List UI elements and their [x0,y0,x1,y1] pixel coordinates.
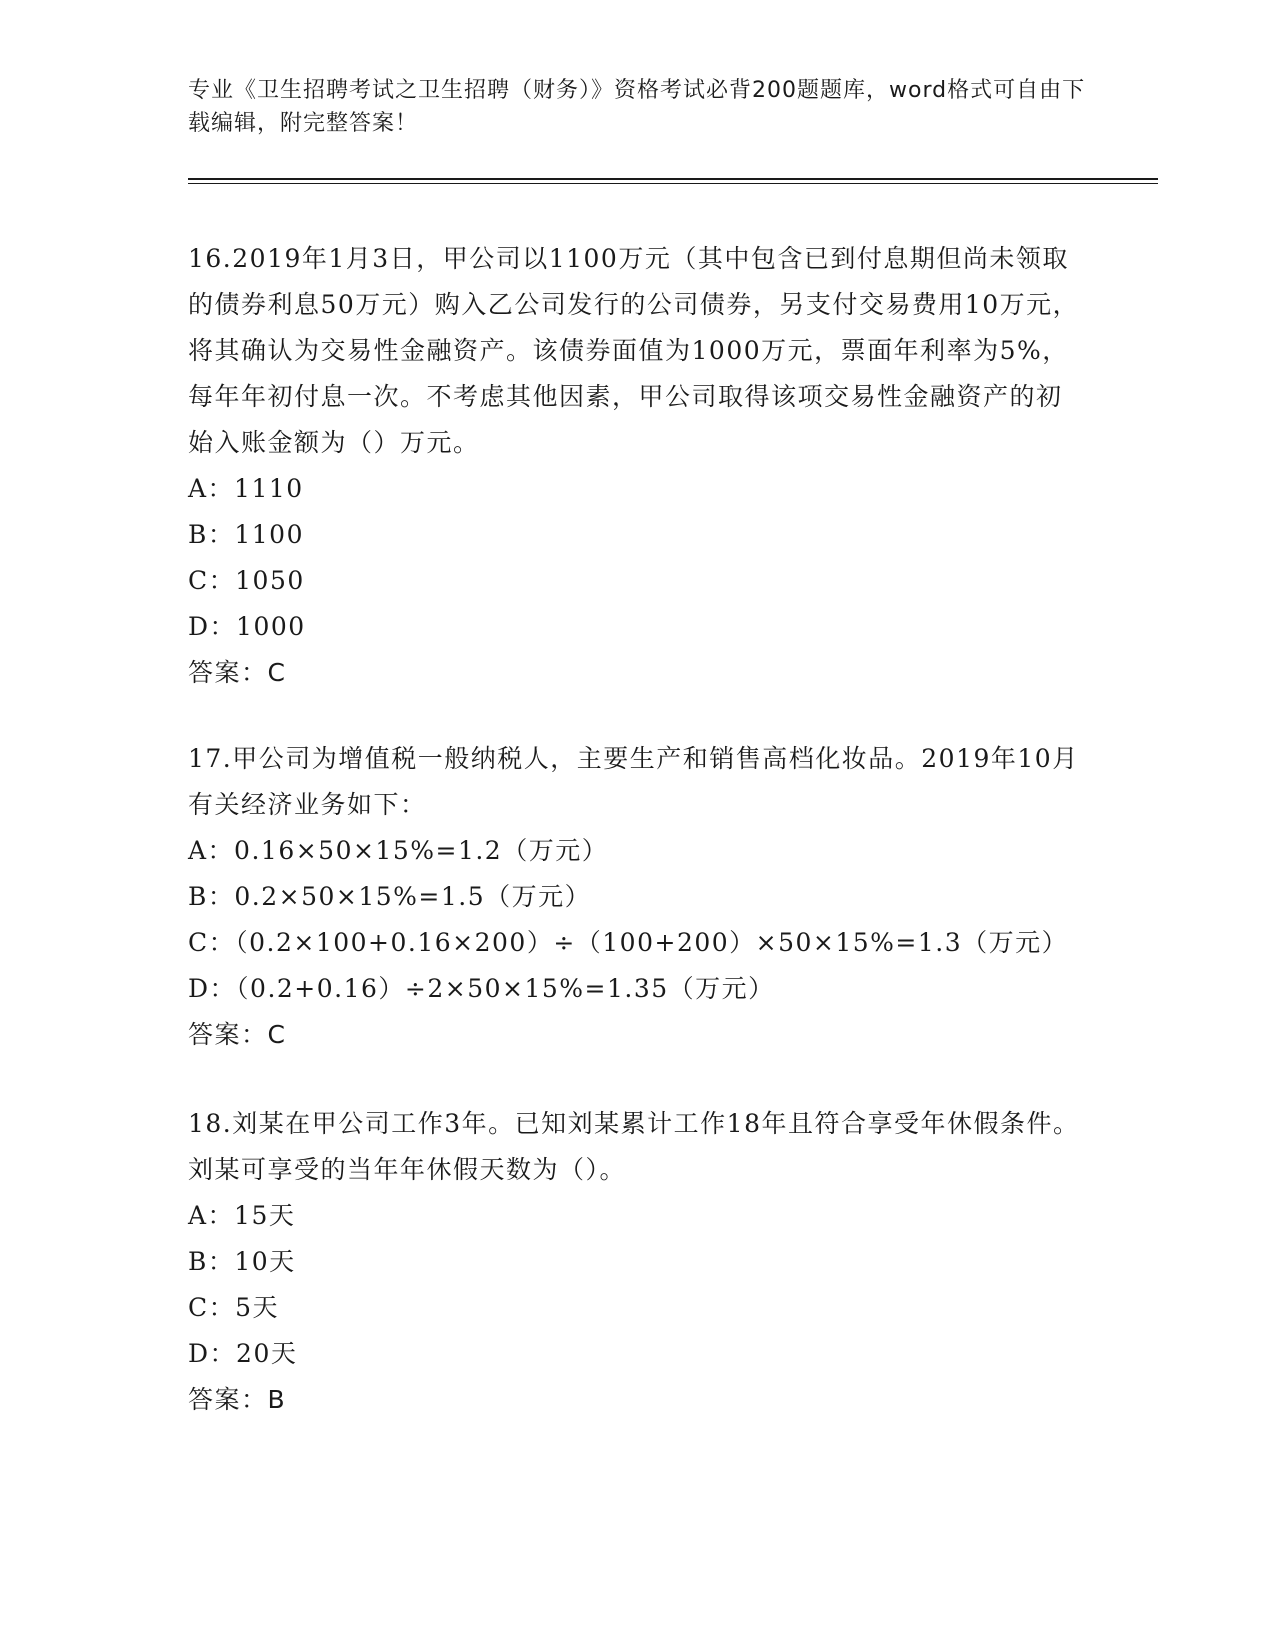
question-stem: 18.刘某在甲公司工作3年。已知刘某累计工作18年且符合享受年休假条件。刘某可享受的当年年休假天数为（）。 [188,1109,1080,1184]
question-stem: 17.甲公司为增值税一般纳税人，主要生产和销售高档化妆品。2019年10月有关经济业务如下： [188,744,1079,819]
document-header: 专业《卫生招聘考试之卫生招聘（财务）》资格考试必背200题题库，word格式可自由下载编辑，附完整答案！ [188,78,1086,136]
option-b: B：1100 [188,520,304,549]
question-stem: 16.2019年1月3日，甲公司以1100万元（其中包含已到付息期但尚未领取的债券利息50万元）购入乙公司发行的公司债券，另支付交易费用10万元，将其确认为交易性金融资产。该债券面值为1000万元，票面年利率为5%，每年年初付息一次。不考虑其他因素，甲公司取得该项交易性金融资产的初始入账金额为（）万元。 [188,244,1080,457]
option-c: C：5天 [188,1293,280,1322]
header-divider [188,178,1158,184]
answer-line: 答案：B [188,1385,287,1414]
question-18 [188,1101,1088,1423]
option-c: C：1050 [188,566,305,595]
question-16 [188,236,1088,696]
option-c: C：（0.2×100+0.16×200）÷（100+200）×50×15%=1.3（万元） [188,928,1069,957]
option-d: D：20天 [188,1339,298,1368]
answer-line: 答案：C [188,1020,287,1049]
option-d: D：1000 [188,612,306,641]
answer-line: 答案：C [188,658,287,687]
option-a: A：0.16×50×15%=1.2（万元） [188,836,609,865]
option-a: A：15天 [188,1201,296,1230]
option-a: A：1110 [188,474,304,503]
option-b: B：10天 [188,1247,296,1276]
option-b: B：0.2×50×15%=1.5（万元） [188,882,592,911]
option-d: D：（0.2+0.16）÷2×50×15%=1.35（万元） [188,974,775,1003]
question-17 [188,736,1088,1058]
